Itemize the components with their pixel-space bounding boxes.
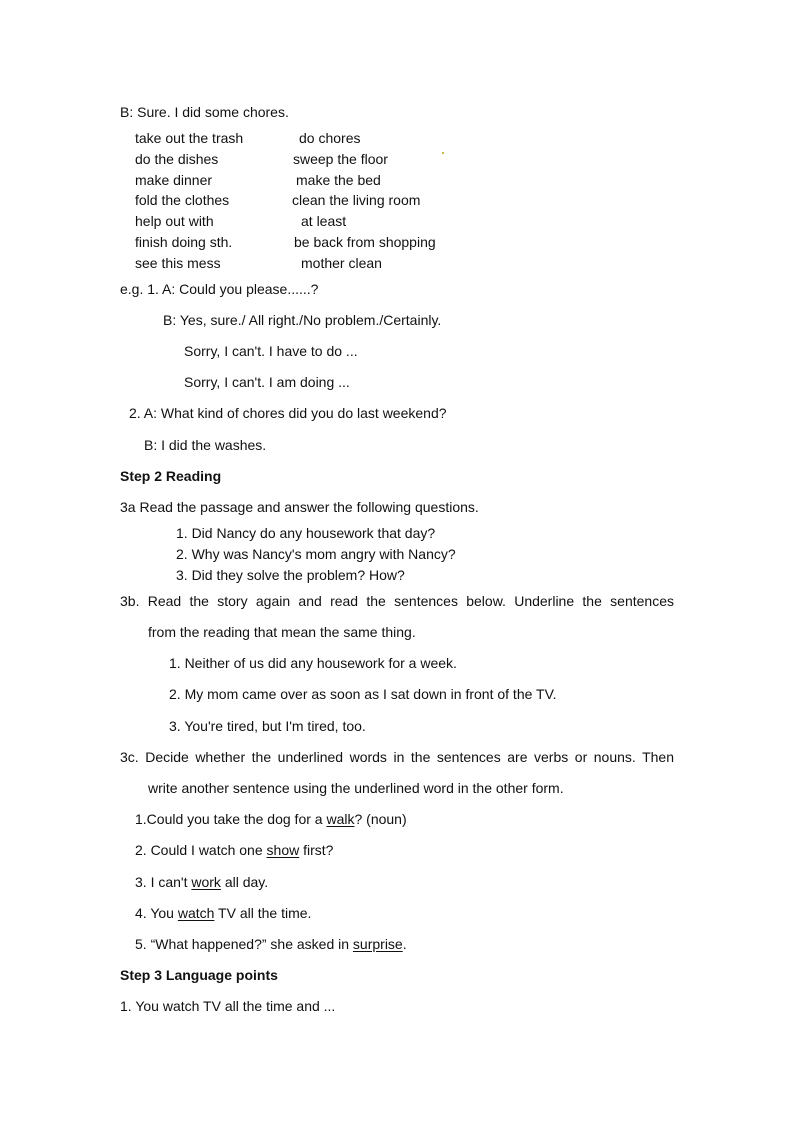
- phrase-left: make dinner: [135, 172, 213, 188]
- underlined-word: watch: [177, 905, 215, 921]
- phrase-left: fold the clothes: [135, 192, 230, 208]
- question-item: 3. Did they solve the problem? How?: [176, 567, 405, 583]
- phrase-right: clean the living room: [292, 192, 421, 208]
- phrase-right: be back from shopping: [294, 234, 436, 250]
- underlined-word: show: [266, 842, 300, 858]
- language-point-item: 1. You watch TV all the time and ...: [120, 998, 336, 1014]
- item-text: ? (noun): [354, 811, 407, 827]
- underlined-word: walk: [326, 811, 355, 827]
- dialogue-b-line: B: Sure. I did some chores.: [120, 104, 289, 120]
- phrase-right: at least: [301, 213, 347, 229]
- example-line: B: Yes, sure./ All right./No problem./Certainly.: [163, 312, 442, 328]
- phrase-right: do chores: [299, 130, 361, 146]
- example-line: e.g. 1. A: Could you please......?: [120, 281, 319, 297]
- item-text: TV all the time.: [214, 905, 312, 921]
- exercise-item: [135, 904, 311, 922]
- exercise-item: [135, 841, 333, 859]
- exercise-item: [135, 810, 407, 828]
- item-text: 1.Could you take the dog for a: [135, 811, 327, 827]
- task-3a: 3a Read the passage and answer the following questions.: [120, 499, 479, 515]
- item-text: first?: [299, 842, 334, 858]
- task-3b-cont: from the reading that mean the same thing.: [148, 624, 416, 640]
- sentence-item: 1. Neither of us did any housework for a week.: [169, 655, 457, 671]
- phrase-left: help out with: [135, 213, 214, 229]
- item-text: 4. You: [135, 905, 178, 921]
- task-3c: 3c. Decide whether the underlined words in the sentences are verbs or nouns. Then: [120, 749, 674, 765]
- question-item: 2. Why was Nancy's mom angry with Nancy?: [176, 546, 456, 562]
- phrase-right: make the bed: [296, 172, 381, 188]
- phrase-right: mother clean: [301, 255, 382, 271]
- phrase-left: see this mess: [135, 255, 221, 271]
- sentence-item: 3. You're tired, but I'm tired, too.: [169, 718, 366, 734]
- exercise-item: [135, 935, 407, 953]
- step3-heading: Step 3 Language points: [120, 967, 278, 983]
- item-text: 2. Could I watch one: [135, 842, 267, 858]
- exercise-item: [135, 873, 268, 891]
- example-line: B: I did the washes.: [144, 437, 267, 453]
- item-text: 3. I can't: [135, 874, 192, 890]
- example-line: Sorry, I can't. I am doing ...: [184, 374, 350, 390]
- task-3c-cont: write another sentence using the underlined word in the other form.: [148, 780, 564, 796]
- example-line: 2. A: What kind of chores did you do last weekend?: [129, 405, 447, 421]
- question-item: 1. Did Nancy do any housework that day?: [176, 525, 436, 541]
- underlined-word: work: [191, 874, 221, 890]
- step2-heading: Step 2 Reading: [120, 468, 222, 484]
- item-text: 5. “What happened?” she asked in: [135, 936, 353, 952]
- phrase-left: take out the trash: [135, 130, 244, 146]
- phrase-right: sweep the floor: [293, 151, 388, 167]
- stray-mark: [442, 152, 444, 154]
- phrase-left: do the dishes: [135, 151, 219, 167]
- item-text: .: [402, 936, 407, 952]
- sentence-item: 2. My mom came over as soon as I sat down in front of the TV.: [169, 686, 557, 702]
- task-3b: 3b. Read the story again and read the sentences below. Underline the sentences: [120, 593, 674, 609]
- phrase-left: finish doing sth.: [135, 234, 233, 250]
- underlined-word: surprise: [352, 936, 403, 952]
- example-line: Sorry, I can't. I have to do ...: [184, 343, 358, 359]
- item-text: all day.: [220, 874, 269, 890]
